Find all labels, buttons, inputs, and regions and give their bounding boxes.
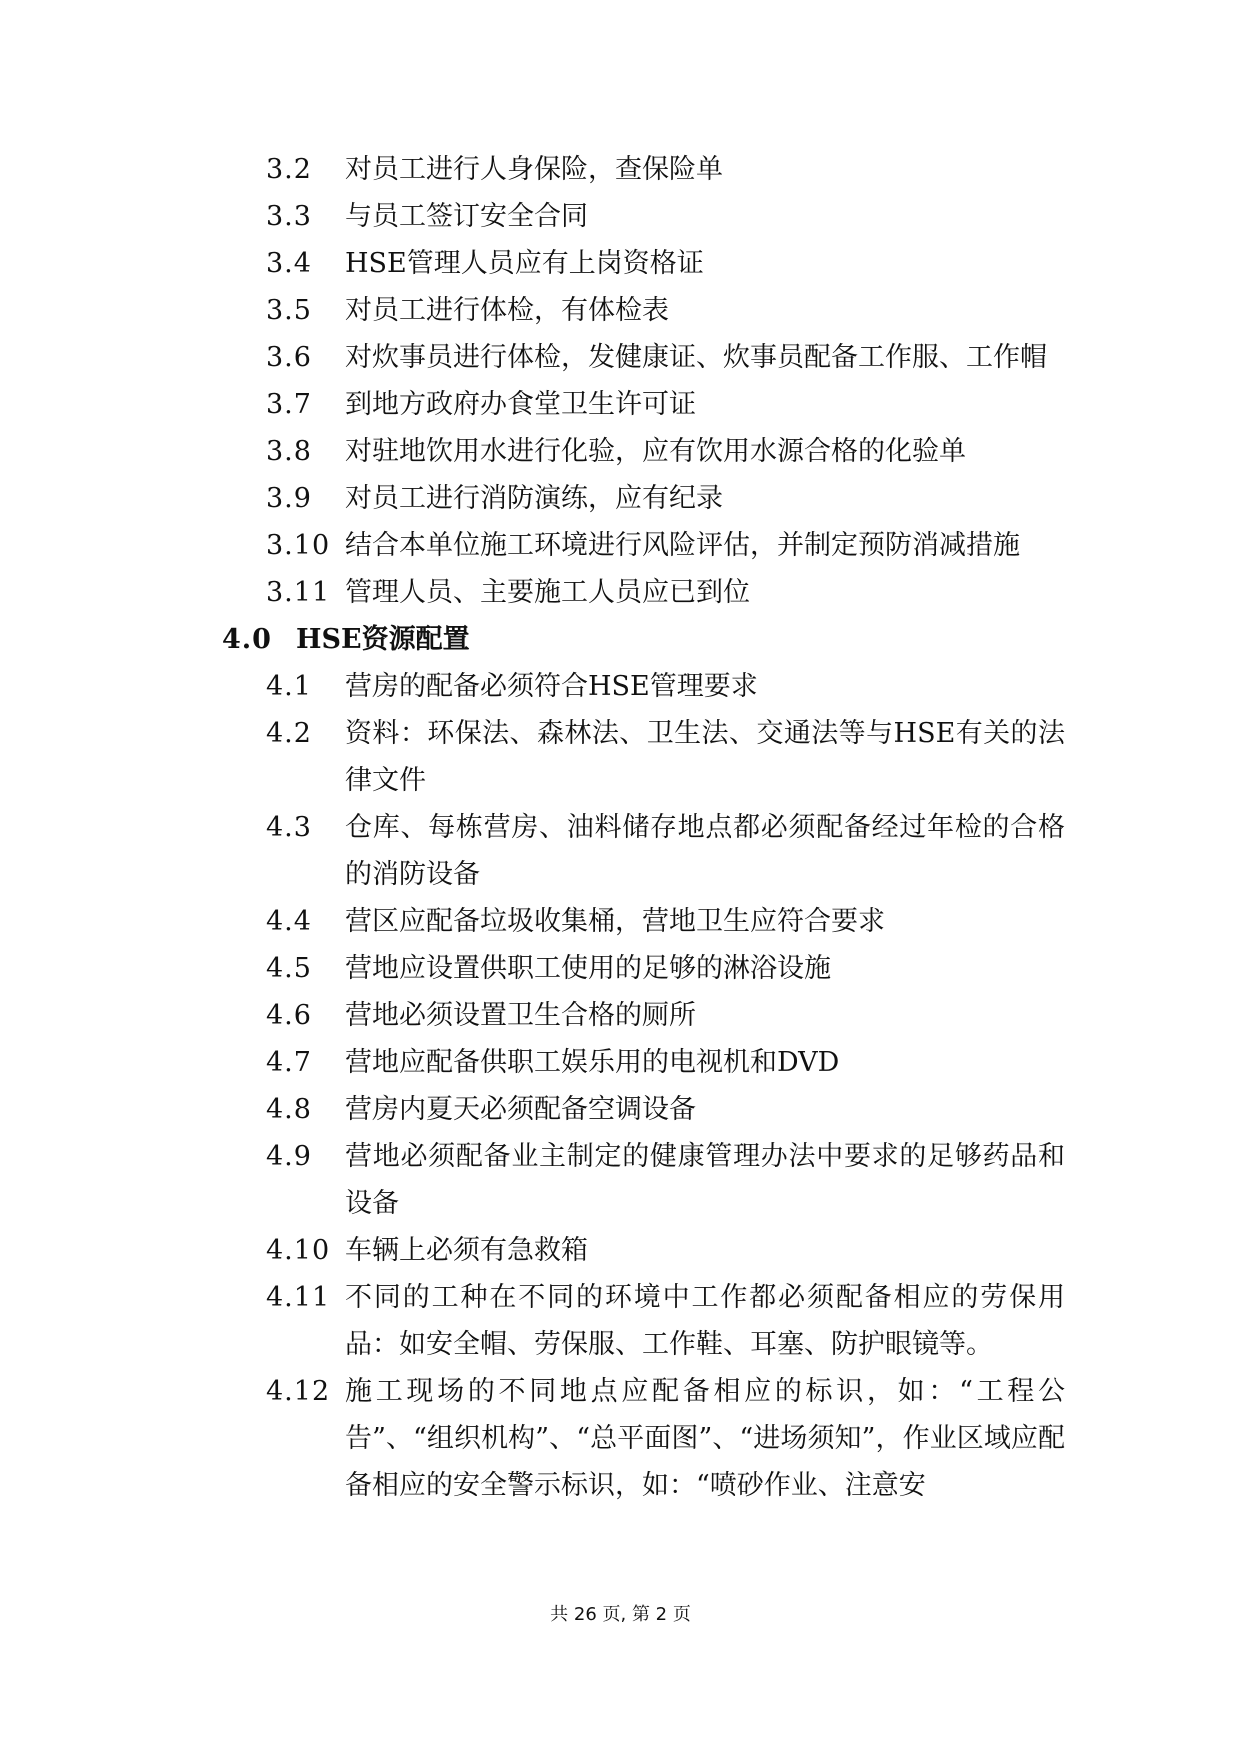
list-item-3-10 bbox=[0, 522, 1065, 569]
item-text: 对驻地饮用水进行化验，应有饮用水源合格的化验单 bbox=[345, 436, 966, 467]
list-item-3-6 bbox=[0, 334, 1065, 381]
list-item-4-5 bbox=[0, 945, 1065, 992]
item-text: 对炊事员进行体检，发健康证、炊事员配备工作服、工作帽 bbox=[345, 342, 1047, 373]
list-item-4-2 bbox=[0, 710, 1065, 804]
list-item-4-12 bbox=[0, 1368, 1065, 1509]
item-text: 对员工进行消防演练，应有纪录 bbox=[345, 483, 723, 514]
item-number: 3.9 bbox=[266, 483, 312, 514]
item-text: 营地必须配备业主制定的健康管理办法中要求的足够药品和设备 bbox=[345, 1141, 1065, 1219]
item-text: 营地应设置供职工使用的足够的淋浴设施 bbox=[345, 953, 831, 984]
item-number: 4.3 bbox=[266, 812, 312, 843]
item-number: 4.9 bbox=[266, 1141, 312, 1172]
list-item-4-11 bbox=[0, 1274, 1065, 1368]
item-number: 4.8 bbox=[266, 1094, 312, 1125]
item-text: 结合本单位施工环境进行风险评估，并制定预防消减措施 bbox=[345, 530, 1020, 561]
item-number: 4.7 bbox=[266, 1047, 312, 1078]
list-item-4-9 bbox=[0, 1133, 1065, 1227]
item-number: 4.12 bbox=[266, 1376, 331, 1407]
item-number: 4.4 bbox=[266, 906, 312, 937]
section-number: 4.0 bbox=[222, 624, 272, 655]
item-number: 3.11 bbox=[266, 577, 331, 608]
item-number: 3.8 bbox=[266, 436, 312, 467]
list-item-3-9 bbox=[0, 475, 1065, 522]
section-title: HSE资源配置 bbox=[296, 624, 470, 655]
item-number: 3.3 bbox=[266, 201, 312, 232]
item-number: 4.6 bbox=[266, 1000, 312, 1031]
list-item-4-4 bbox=[0, 898, 1065, 945]
item-text: 营地必须设置卫生合格的厕所 bbox=[345, 1000, 696, 1031]
item-text: HSE管理人员应有上岗资格证 bbox=[345, 248, 704, 279]
item-number: 4.5 bbox=[266, 953, 312, 984]
item-number: 3.7 bbox=[266, 389, 312, 420]
item-text: 施工现场的不同地点应配备相应的标识，如：“工程公告”、“组织机构”、“总平面图”、“进场须知”，作业区域应配备相应的安全警示标识，如：“喷砂作业、注意安 bbox=[345, 1376, 1065, 1501]
item-text: 资料：环保法、森林法、卫生法、交通法等与HSE有关的法律文件 bbox=[345, 718, 1065, 796]
item-text: 车辆上必须有急救箱 bbox=[345, 1235, 588, 1266]
document-body bbox=[0, 146, 1241, 1509]
item-number: 4.2 bbox=[266, 718, 312, 749]
item-number: 4.1 bbox=[266, 671, 312, 702]
item-number: 4.11 bbox=[266, 1282, 331, 1313]
section-heading-4 bbox=[0, 616, 1241, 663]
list-item-3-11 bbox=[0, 569, 1065, 616]
item-text: 营地应配备供职工娱乐用的电视机和DVD bbox=[345, 1047, 840, 1078]
list-item-3-7 bbox=[0, 381, 1065, 428]
item-number: 3.2 bbox=[266, 154, 312, 185]
list-item-3-2 bbox=[0, 146, 1065, 193]
list-item-4-1 bbox=[0, 663, 1065, 710]
list-item-3-8 bbox=[0, 428, 1065, 475]
item-text: 不同的工种在不同的环境中工作都必须配备相应的劳保用品：如安全帽、劳保服、工作鞋、耳塞、防护眼镜等。 bbox=[345, 1282, 1065, 1360]
item-text: 对员工进行体检，有体检表 bbox=[345, 295, 669, 326]
item-text: 到地方政府办食堂卫生许可证 bbox=[345, 389, 696, 420]
list-item-3-5 bbox=[0, 287, 1065, 334]
page-footer: 共 26 页, 第 2 页 bbox=[550, 1604, 691, 1625]
list-item-3-3 bbox=[0, 193, 1065, 240]
item-text: 与员工签订安全合同 bbox=[345, 201, 588, 232]
item-number: 3.5 bbox=[266, 295, 312, 326]
item-number: 3.4 bbox=[266, 248, 312, 279]
item-text: 对员工进行人身保险，查保险单 bbox=[345, 154, 723, 185]
item-number: 4.10 bbox=[266, 1235, 331, 1266]
list-item-4-6 bbox=[0, 992, 1065, 1039]
item-text: 仓库、每栋营房、油料储存地点都必须配备经过年检的合格的消防设备 bbox=[345, 812, 1065, 890]
list-item-4-3 bbox=[0, 804, 1065, 898]
item-number: 3.6 bbox=[266, 342, 312, 373]
list-item-3-4 bbox=[0, 240, 1065, 287]
list-item-4-10 bbox=[0, 1227, 1065, 1274]
item-text: 管理人员、主要施工人员应已到位 bbox=[345, 577, 750, 608]
list-item-4-7 bbox=[0, 1039, 1065, 1086]
item-text: 营区应配备垃圾收集桶，营地卫生应符合要求 bbox=[345, 906, 885, 937]
list-item-4-8 bbox=[0, 1086, 1065, 1133]
item-text: 营房的配备必须符合HSE管理要求 bbox=[345, 671, 758, 702]
item-text: 营房内夏天必须配备空调设备 bbox=[345, 1094, 696, 1125]
item-number: 3.10 bbox=[266, 530, 331, 561]
